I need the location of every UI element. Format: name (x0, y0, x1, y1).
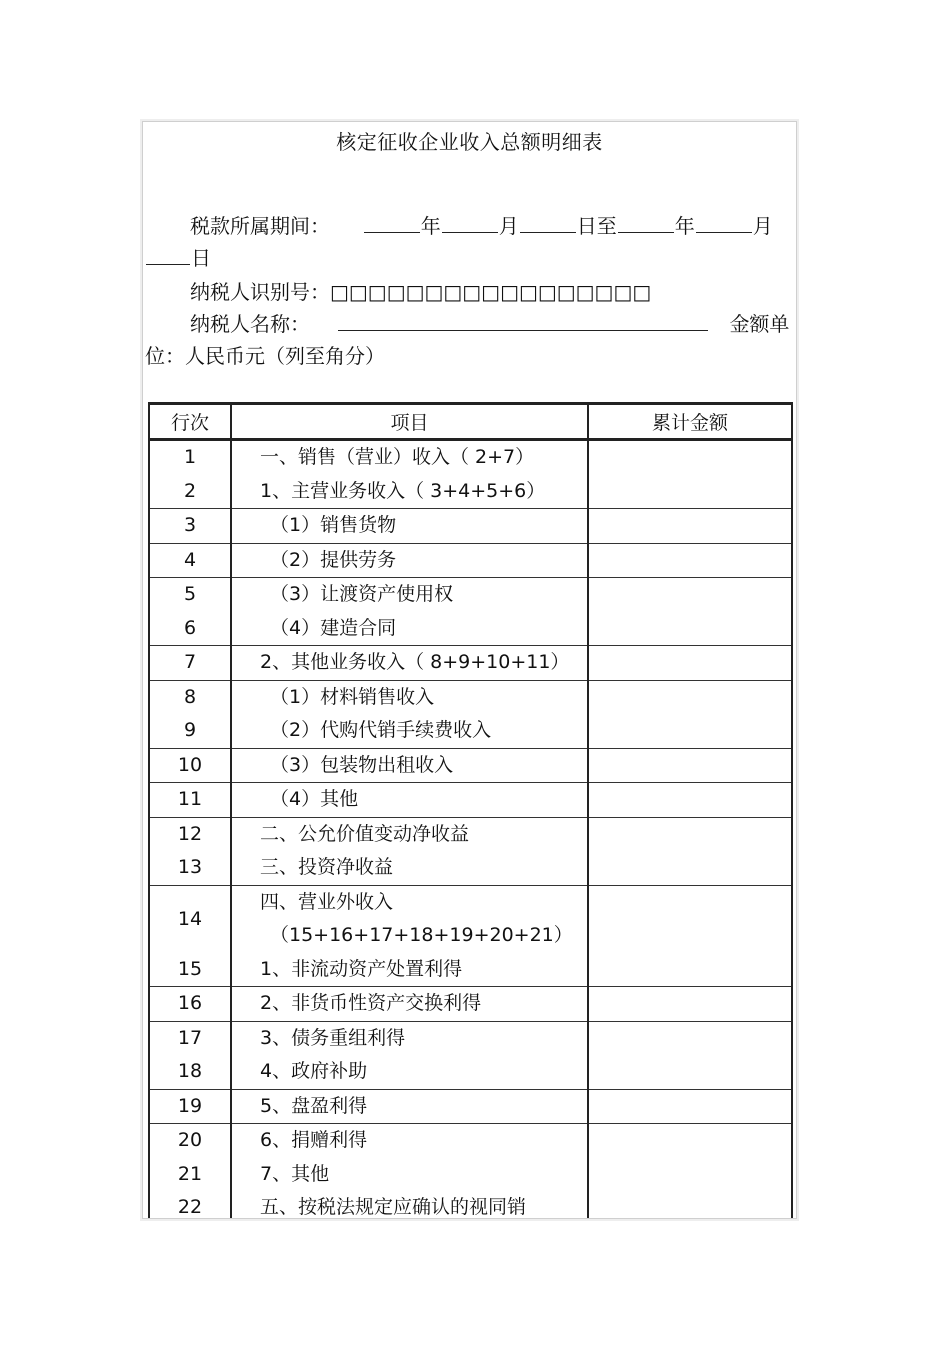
year2-blank[interactable] (618, 212, 674, 233)
amount-cell[interactable] (588, 578, 792, 646)
item-cell (231, 885, 588, 987)
item-text: 五、按税法规定应确认的视同销 (260, 1196, 527, 1218)
row-no: 5 (183, 583, 197, 605)
amount-cell[interactable] (588, 1124, 792, 1220)
table-row-group (149, 783, 792, 818)
period-line-2 (145, 242, 211, 271)
item-cell (231, 543, 588, 578)
row-no-cell (149, 646, 231, 681)
taxpayer-id-label: 纳税人识别号： (190, 280, 330, 304)
taxpayer-name-blank[interactable] (338, 310, 708, 331)
row-no: 18 (177, 1060, 203, 1082)
month-blank[interactable] (442, 212, 498, 233)
row-no: 13 (177, 856, 203, 878)
row-no: 11 (177, 788, 203, 810)
amount-cell[interactable] (588, 509, 792, 544)
row-no: 10 (177, 753, 203, 776)
item-text: （4）其他 (270, 788, 359, 810)
row-no-cell (149, 1021, 231, 1089)
amount-unit-part1: 金额单 (729, 312, 790, 336)
row-no-cell (149, 1124, 231, 1220)
amount-cell[interactable] (588, 817, 792, 885)
row-no: 9 (183, 719, 197, 741)
day2-blank[interactable] (146, 244, 190, 265)
taxpayer-id-line (190, 276, 651, 305)
item-text: 1、非流动资产处置利得 (260, 957, 463, 980)
amount-cell[interactable] (588, 680, 792, 748)
day-to-label: 日至 (576, 214, 617, 238)
row-no-cell (149, 680, 231, 748)
row-no: 17 (177, 1026, 203, 1049)
item-text: 三、投资净收益 (260, 856, 394, 878)
taxpayer-name-line (190, 308, 789, 337)
item-text: 二、公允价值变动净收益 (260, 822, 470, 845)
item-text: 2、非货币性资产交换利得 (260, 992, 482, 1014)
item-text: 2、其他业务收入（ 8+9+10+11） (260, 651, 570, 673)
month2-blank[interactable] (696, 212, 752, 233)
item-text: 7、其他 (260, 1162, 330, 1185)
month-label: 月 (498, 214, 519, 238)
row-no: 19 (177, 1094, 203, 1117)
day2-label: 日 (191, 246, 211, 270)
item-cell (231, 509, 588, 544)
header-cumulative-amount: 累计金额 (588, 404, 792, 440)
item-text: 1、主营业务收入（ 3+4+5+6） (260, 479, 546, 502)
row-no: 15 (177, 957, 203, 980)
item-text: （4）建造合同 (270, 616, 397, 639)
item-text: 一、销售（营业）收入（ 2+7） (260, 446, 535, 468)
table-row-group (149, 680, 792, 748)
item-cell (231, 1124, 588, 1220)
row-no-cell (149, 885, 231, 987)
period-label: 税款所属期间： (190, 214, 330, 238)
amount-cell[interactable] (588, 440, 792, 509)
table-row-group (149, 748, 792, 783)
amount-cell[interactable] (588, 543, 792, 578)
amount-cell[interactable] (588, 987, 792, 1022)
row-no: 3 (183, 514, 197, 536)
table-row-group (149, 817, 792, 885)
header-row-no: 行次 (149, 404, 231, 440)
item-text: （15+16+17+18+19+20+21） (270, 924, 573, 946)
amount-cell[interactable] (588, 885, 792, 987)
row-no: 20 (177, 1129, 203, 1151)
taxpayer-id-boxes[interactable]: □□□□□□□□□□□□□□□□□ (330, 280, 652, 304)
table-row-group (149, 646, 792, 681)
amount-cell[interactable] (588, 1089, 792, 1124)
row-no: 7 (183, 651, 197, 673)
row-no-cell (149, 783, 231, 818)
row-no-cell (149, 748, 231, 783)
table-row-group (149, 1089, 792, 1124)
item-cell (231, 680, 588, 748)
year-blank[interactable] (364, 212, 420, 233)
row-no: 16 (177, 992, 203, 1014)
item-cell (231, 817, 588, 885)
row-no: 4 (183, 548, 197, 571)
row-no: 1 (183, 446, 197, 468)
row-no: 12 (177, 822, 203, 845)
item-cell (231, 1089, 588, 1124)
item-cell (231, 646, 588, 681)
row-no-cell (149, 509, 231, 544)
year2-label: 年 (674, 214, 695, 238)
amount-cell[interactable] (588, 748, 792, 783)
item-cell (231, 748, 588, 783)
period-line (190, 210, 773, 239)
table-header-row (149, 404, 792, 440)
item-text: 四、营业外收入 (260, 890, 394, 913)
amount-unit-part2: 位：人民币元（列至角分） (145, 344, 385, 368)
item-text: （2）代购代销手续费收入 (270, 719, 492, 741)
item-cell (231, 987, 588, 1022)
item-text: （1）销售货物 (270, 514, 397, 536)
row-no: 21 (177, 1162, 203, 1185)
row-no-cell (149, 578, 231, 646)
row-no: 22 (177, 1196, 203, 1218)
form-title: 核定征收企业收入总额明细表 (336, 130, 603, 154)
row-no-cell (149, 1089, 231, 1124)
table-row-group (149, 440, 792, 509)
month2-label: 月 (752, 214, 773, 238)
item-cell (231, 783, 588, 818)
table-row-group (149, 509, 792, 544)
row-no: 6 (183, 616, 197, 639)
amount-cell[interactable] (588, 783, 792, 818)
table-row-group (149, 1124, 792, 1220)
row-no-cell (149, 817, 231, 885)
item-text: （2）提供劳务 (270, 548, 397, 571)
table-row-group (149, 543, 792, 578)
row-no-cell (149, 440, 231, 509)
amount-cell[interactable] (588, 1021, 792, 1089)
item-text: （1）材料销售收入 (270, 685, 435, 708)
year-label: 年 (420, 214, 441, 238)
row-no: 8 (183, 685, 197, 708)
document-page (142, 121, 797, 1219)
amount-unit-line (145, 340, 385, 369)
income-detail-table (148, 402, 793, 1219)
row-no-cell (149, 543, 231, 578)
item-text: 4、政府补助 (260, 1060, 368, 1082)
table-row-group (149, 885, 792, 987)
item-text: 3、债务重组利得 (260, 1026, 406, 1049)
item-text: 5、盘盈利得 (260, 1094, 368, 1117)
item-cell (231, 1021, 588, 1089)
item-text: （3）包装物出租收入 (270, 753, 454, 776)
header-item: 项目 (231, 404, 588, 440)
day-blank[interactable] (520, 212, 576, 233)
item-cell (231, 440, 588, 509)
item-text: （3）让渡资产使用权 (270, 583, 454, 605)
item-cell (231, 578, 588, 646)
table-row-group (149, 578, 792, 646)
amount-cell[interactable] (588, 646, 792, 681)
row-no-cell (149, 987, 231, 1022)
row-no: 14 (177, 907, 203, 930)
table-row-group (149, 1021, 792, 1089)
taxpayer-name-label: 纳税人名称： (190, 312, 310, 336)
item-text: 6、捐赠利得 (260, 1129, 368, 1151)
row-no: 2 (183, 479, 197, 502)
table-row-group (149, 987, 792, 1022)
